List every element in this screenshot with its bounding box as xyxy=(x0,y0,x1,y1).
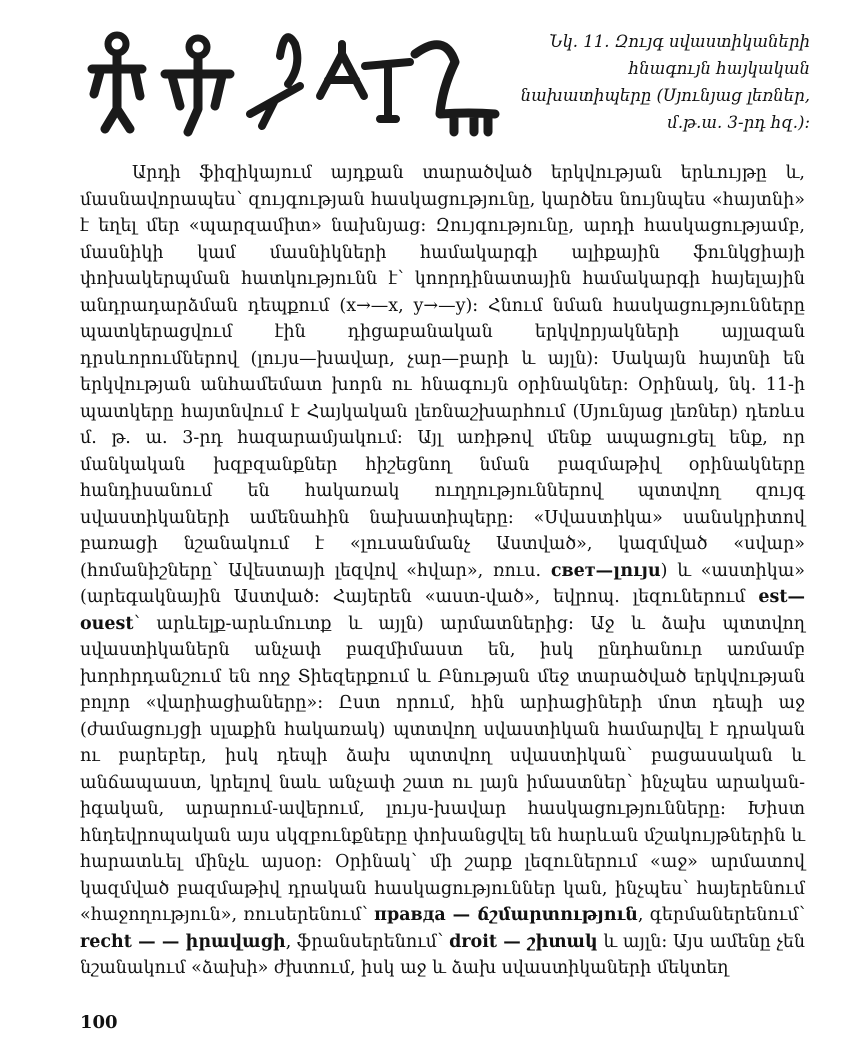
bold-term: est—ouest xyxy=(80,587,805,634)
text-span: և այլն: Այս ամենը չեն նշանակում «ձախի» ժխտում, իսկ աջ և ձախ սվաստիկաների մեկտեղ xyxy=(80,931,806,978)
bold-term: recht — — իրավացի xyxy=(80,931,286,952)
main-text xyxy=(80,160,805,982)
bold-term: свет—լույս xyxy=(550,560,661,581)
petroglyph-figure-1 xyxy=(92,35,142,129)
petroglyph-figure-5 xyxy=(415,45,495,132)
petroglyph-figure-3 xyxy=(250,37,300,126)
bold-term: droit — շիտակ xyxy=(449,931,598,952)
text-span: ՝ արևելք-արևմուտք և այլն) արմատներից: Աջ և ձախ պտտվող սվաստիկաներն անչափ բազմիմաստ են, իսկ ընդհանուր առմամբ խորհրդանշում են ողջ Տիեզերքում և Բնության մեջ տարածված երկվության բոլոր «վարիացիաները»: Ըստ որում, հին արիացիների մոտ դեպի աջ (ժամացույցի սլաքին հակառակ) պտտվող սվաստիկան համարվել է դրական ու բարեբեր, իսկ դեպի ձախ պտտվող սվաստիկան՝ բացասական և անճապաստ, կրելով նաև անչափ շատ ու լայն իմաստներ՝ ինչպես արական-իգական, արարում-ավերում, լույս-խավար հասկացությունները: Խիստ հնդեվրոպական այս սկզբունքները փոխանցվել են հարևան մշակույթներին և հարատևել մինչև այսօր: Օրինակ՝ մի շարք լեզուներում «աջ» արմատով կազմված բազմաթիվ դրական հասկացություններ կան, ինչպես՝ հայերենում «հաջողություն», ռուսերենում՝ xyxy=(80,613,805,925)
bold-term: правда — ճշմարտություն xyxy=(374,905,638,925)
petroglyph-figure-2 xyxy=(165,38,230,132)
page-number: 100 xyxy=(80,1012,118,1033)
body-paragraph xyxy=(80,160,805,982)
text-span: Արդի ֆիզիկայում այդքան տարածված երկվության երևույթը և, մասնավորապես՝ զույգության հասկացությունը, կարծես նույնպես «հայտնի» է եղել մեր «պարզամիտ» նախնյաց: Զույգությունը, արդի հասկացությամբ, մասնիկի կամ մասնիկների համակարգի ալիքային ֆունկցիայի փոխակերպման հատկությունն է՝ կոորդինատային համակարգի հայելային անդրադարձման դեպքում (x→—x, y→—y): Հնում նման հասկացությունները պատկերացվում էին դիցաբանական երկվորյակների այլազան դրսևորումներով (լույս—խավար, չար—բարի և այլն): Սակայն հայտնի են երկվության անհամեմատ խորն ու հնագույն օրինակներ: Օրինակ, նկ. 11-ի պատկերը հայտնվում է Հայկական լեռնաշխարհում (Սյունյաց լեռներ) դեռևս մ. թ. ա. 3-րդ հազարամյակում: Այլ առիթով մենք ապացուցել ենք, որ մանկական խզբզանքներ հիշեցնող նման բազմաթիվ օրինակները հանդիսանում են հակառակ ուղղություններով պտտվող զույգ սվաստիկաների ամենահին նախատիպերը: «Սվաստիկա» սանսկրիտով բառացի նշանակում է «լուսանմանչ Աստված», կազմված «սվար» (հոմանիշները՝ Ավեստայի լեզվով «հվար», ռուս. xyxy=(80,163,805,581)
text-span: , ֆրանսերենում՝ xyxy=(285,931,450,952)
petroglyph-figure xyxy=(80,14,500,139)
figure-caption: Նկ. 11. Զույգ սվաստիկաների հնագույն հայկական նախատիպերը (Սյունյաց լեռներ, մ.թ.ա. 3-րդ հզ.): xyxy=(520,32,810,132)
petroglyph-figure-4 xyxy=(320,44,410,119)
text-span: ) և «աստիկա» (արեգակնային Աստված: Հայերեն «աստ-ված», եվրոպ. լեզուներում xyxy=(80,560,806,607)
text-span: , գերմաներենում՝ xyxy=(637,905,806,925)
